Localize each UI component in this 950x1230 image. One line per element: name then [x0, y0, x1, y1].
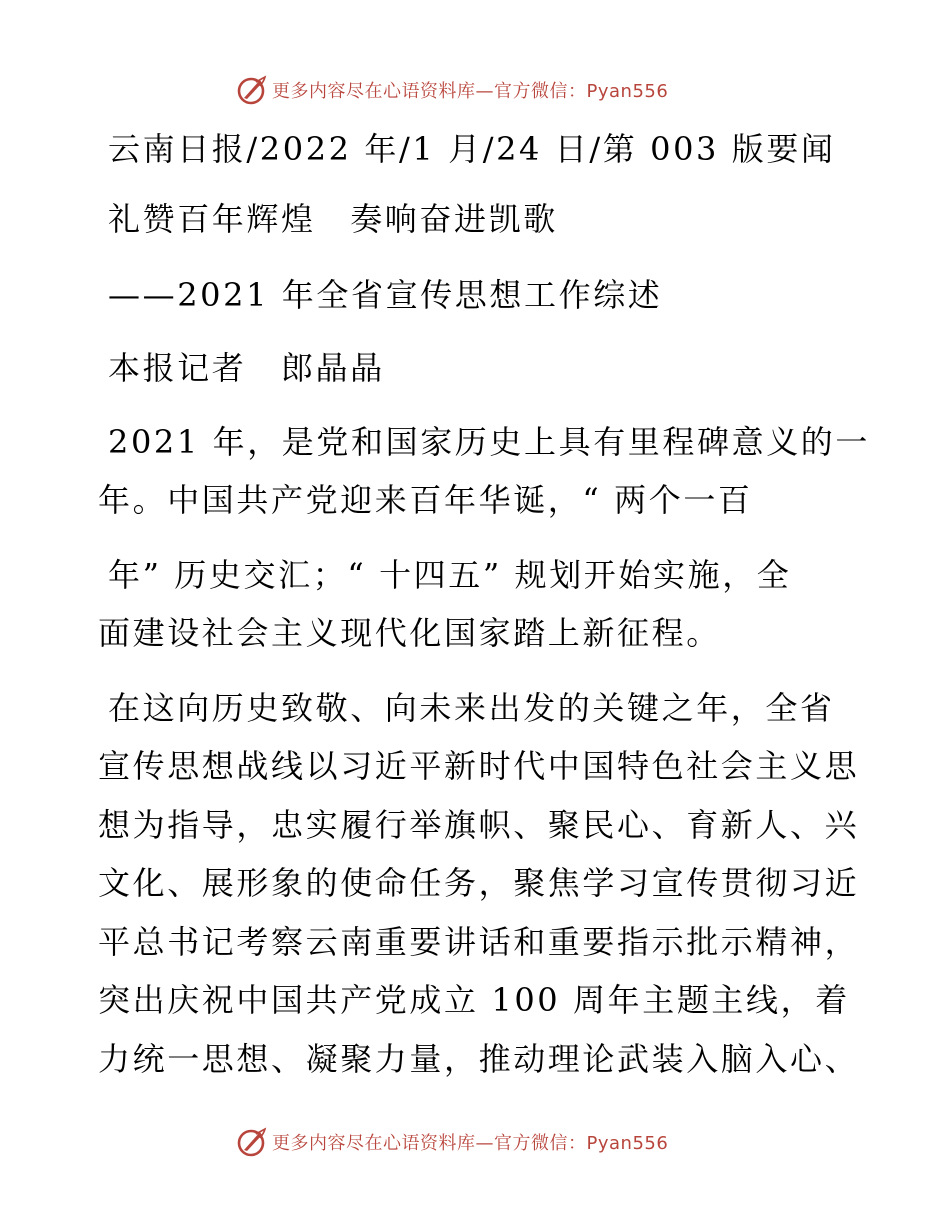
paragraph-2-line: 力统一思想、凝聚力量，推动理论武装入脑入心、 — [98, 1040, 860, 1078]
paragraph-2-line: 在这向历史致敬、向未来出发的关键之年，全省 — [108, 689, 835, 727]
paragraph-2-line: 平总书记考察云南重要讲话和重要指示批示精神， — [98, 923, 860, 961]
paragraph-2-line: 宣传思想战线以习近平新时代中国特色社会主义思 — [98, 747, 860, 785]
quill-pen-logo-icon — [236, 74, 268, 106]
paragraph-1-line: 2021 年，是党和国家历史上具有里程碑意义的一 — [108, 423, 871, 461]
paragraph-1-line: 年。中国共产党迎来百年华诞，“ 两个一百 — [98, 481, 753, 519]
watermark-text: 更多内容尽在心语资料库—官方微信：Pyan556 — [272, 1133, 669, 1154]
watermark-text: 更多内容尽在心语资料库—官方微信：Pyan556 — [272, 81, 669, 102]
headline: 礼赞百年辉煌 奏响奋进凯歌 — [108, 200, 558, 238]
watermark-header — [236, 72, 668, 108]
paragraph-2-line: 文化、展形象的使命任务，聚焦学习宣传贯彻习近 — [98, 864, 860, 902]
byline: 本报记者 郎晶晶 — [108, 349, 385, 387]
watermark-footer — [236, 1124, 668, 1160]
paragraph-2-line: 突出庆祝中国共产党成立 100 周年主题主线，着 — [98, 981, 850, 1019]
paragraph-1-line: 面建设社会主义现代化国家踏上新征程。 — [98, 614, 721, 652]
dateline: 云南日报/2022 年/1 月/24 日/第 003 版要闻 — [108, 130, 836, 168]
subheadline: ——2021 年全省宣传思想工作综述 — [108, 276, 663, 314]
paragraph-1-line: 年” 历史交汇；“ 十四五” 规划开始实施，全 — [108, 556, 792, 594]
paragraph-2-line: 想为指导，忠实履行举旗帜、聚民心、育新人、兴 — [98, 806, 860, 844]
quill-pen-logo-icon — [236, 1126, 268, 1158]
